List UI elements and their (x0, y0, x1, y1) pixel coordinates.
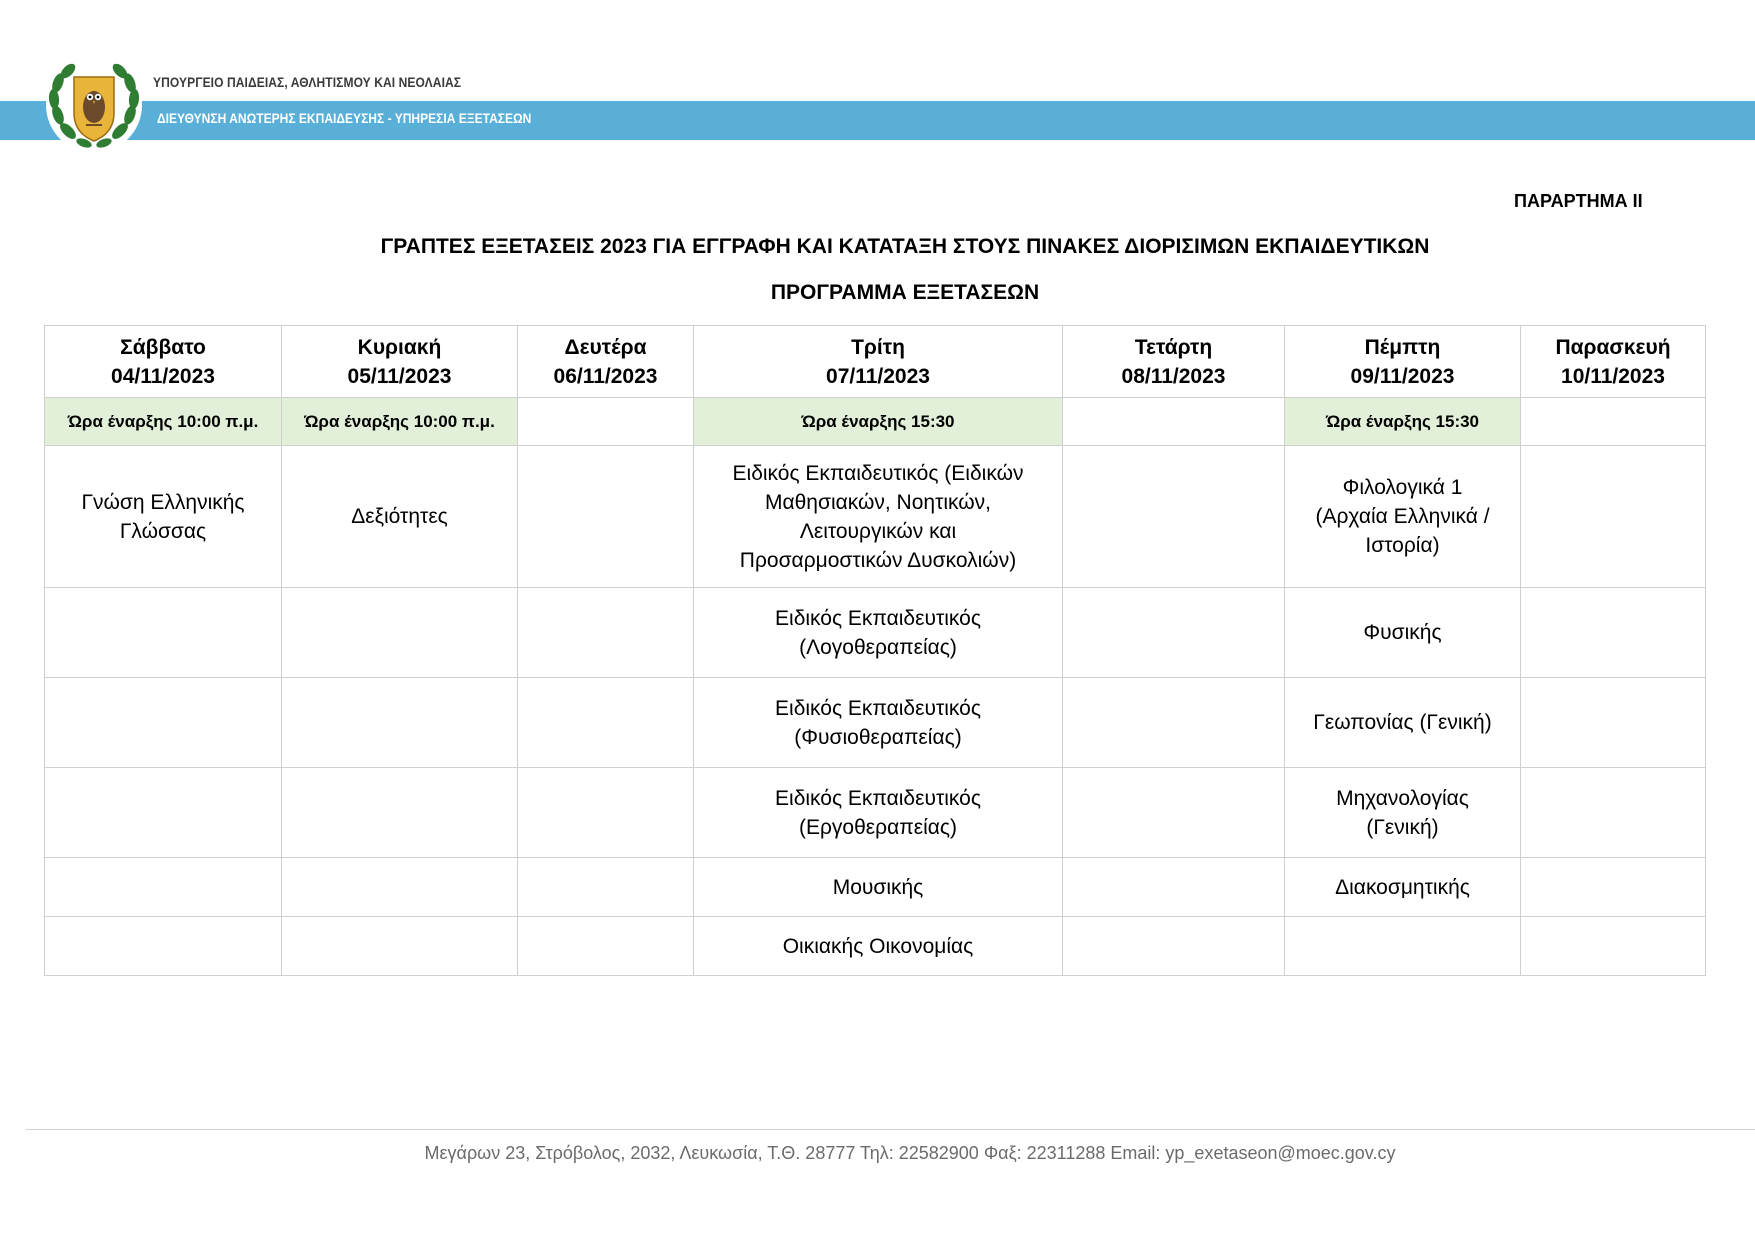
exam-cell (1521, 588, 1706, 678)
table-row (45, 588, 1706, 678)
start-time-row (45, 398, 1706, 446)
day-date: 06/11/2023 (553, 364, 658, 388)
exam-cell: Γεωπονίας (Γενική) (1285, 678, 1521, 768)
exam-cell: Φιλολογικά 1 (Αρχαία Ελληνικά / Ιστορία) (1285, 446, 1521, 588)
day-date: 05/11/2023 (347, 364, 452, 388)
ministry-crest-icon (44, 55, 144, 155)
exam-cell (45, 678, 282, 768)
exam-cell: Ειδικός Εκπαιδευτικός (Λογοθεραπείας) (694, 588, 1063, 678)
ministry-name: ΥΠΟΥΡΓΕΙΟ ΠΑΙΔΕΙΑΣ, ΑΘΛΗΤΙΣΜΟΥ ΚΑΙ ΝΕΟΛΑΙΑΣ (153, 74, 462, 90)
column-header (1063, 326, 1285, 398)
exam-cell (1063, 588, 1285, 678)
exam-cell (1521, 858, 1706, 917)
exam-cell (1063, 768, 1285, 858)
exam-cell: Δεξιότητες (282, 446, 518, 588)
day-date: 09/11/2023 (1350, 364, 1455, 388)
exam-cell (1285, 917, 1521, 976)
exam-cell: Ειδικός Εκπαιδευτικός (Ειδικών Μαθησιακών, Νοητικών, Λειτουργικών και Προσαρμοστικών Δυσκολιών) (694, 446, 1063, 588)
exam-cell: Διακοσμητικής (1285, 858, 1521, 917)
exam-cell (45, 917, 282, 976)
day-name: Σάββατο (120, 335, 206, 359)
start-time-cell: Ώρα έναρξης 15:30 (694, 398, 1063, 446)
exam-cell (282, 588, 518, 678)
start-time-cell (1063, 398, 1285, 446)
exam-cell (1521, 678, 1706, 768)
exam-cell: Φυσικής (1285, 588, 1521, 678)
start-time-cell: Ώρα έναρξης 10:00 π.μ. (282, 398, 518, 446)
exam-cell (45, 768, 282, 858)
footer-contact: Μεγάρων 23, Στρόβολος, 2032, Λευκωσία, Τ.Θ. 28777 Τηλ: 22582900 Φαξ: 22311288 Email: yp_exetaseon@moec.gov.cy (424, 1143, 1396, 1163)
exam-cell: Μουσικής (694, 858, 1063, 917)
day-date: 04/11/2023 (111, 364, 215, 388)
document-subtitle: ΠΡΟΓΡΑΜΜΑ ΕΞΕΤΑΣΕΩΝ (770, 281, 1040, 304)
table-header-row (45, 326, 1706, 398)
day-name: Δευτέρα (564, 335, 647, 359)
exam-cell (282, 858, 518, 917)
exam-cell (1063, 678, 1285, 768)
exam-cell (518, 678, 694, 768)
exam-cell: Γνώση Ελληνικής Γλώσσας (45, 446, 282, 588)
start-time-cell (1521, 398, 1706, 446)
exam-cell (1063, 917, 1285, 976)
day-date: 08/11/2023 (1121, 364, 1226, 388)
exam-cell (1063, 858, 1285, 917)
exam-cell: Οικιακής Οικονομίας (694, 917, 1063, 976)
day-name: Παρασκευή (1555, 335, 1671, 359)
exam-cell (1063, 446, 1285, 588)
start-time-cell: Ώρα έναρξης 10:00 π.μ. (45, 398, 282, 446)
column-header (694, 326, 1063, 398)
start-time-cell: Ώρα έναρξης 15:30 (1285, 398, 1521, 446)
exam-cell (1521, 446, 1706, 588)
exam-cell (282, 768, 518, 858)
table-row (45, 917, 1706, 976)
document-title: ΓΡΑΠΤΕΣ ΕΞΕΤΑΣΕΙΣ 2023 ΓΙΑ ΕΓΓΡΑΦΗ ΚΑΙ ΚΑΤΑΤΑΞΗ ΣΤΟΥΣ ΠΙΝΑΚΕΣ ΔΙΟΡΙΣΙΜΩΝ ΕΚΠΑΙΔΕΥΤΙΚΩΝ (380, 235, 1430, 258)
exam-cell (518, 446, 694, 588)
exam-cell (1521, 917, 1706, 976)
exam-cell (282, 678, 518, 768)
table-row (45, 678, 1706, 768)
exam-cell (518, 768, 694, 858)
exam-cell (518, 917, 694, 976)
column-header (518, 326, 694, 398)
table-row (45, 768, 1706, 858)
exam-cell (1521, 768, 1706, 858)
exam-schedule-table (44, 325, 1706, 976)
footer-divider (26, 1129, 1755, 1130)
start-time-cell (518, 398, 694, 446)
day-name: Πέμπτη (1364, 335, 1441, 359)
day-date: 10/11/2023 (1561, 364, 1665, 388)
day-name: Τρίτη (851, 335, 905, 359)
exam-cell (282, 917, 518, 976)
exam-cell: Ειδικός Εκπαιδευτικός (Εργοθεραπείας) (694, 768, 1063, 858)
exam-cell (45, 858, 282, 917)
exam-cell (518, 858, 694, 917)
column-header (1285, 326, 1521, 398)
exam-cell: Ειδικός Εκπαιδευτικός (Φυσιοθεραπείας) (694, 678, 1063, 768)
day-name: Κυριακή (357, 335, 442, 359)
day-date: 07/11/2023 (826, 364, 930, 388)
exam-cell: Μηχανολογίας (Γενική) (1285, 768, 1521, 858)
column-header (282, 326, 518, 398)
exam-cell (518, 588, 694, 678)
day-name: Τετάρτη (1134, 335, 1213, 359)
annex-label: ΠΑΡΑΡΤΗΜΑ ΙΙ (1514, 191, 1643, 211)
exam-cell (45, 588, 282, 678)
column-header (45, 326, 282, 398)
column-header (1521, 326, 1706, 398)
table-row (45, 446, 1706, 588)
department-name: ΔΙΕΥΘΥΝΣΗ ΑΝΩΤΕΡΗΣ ΕΚΠΑΙΔΕΥΣΗΣ - ΥΠΗΡΕΣΙΑ ΕΞΕΤΑΣΕΩΝ (157, 110, 532, 126)
table-row (45, 858, 1706, 917)
